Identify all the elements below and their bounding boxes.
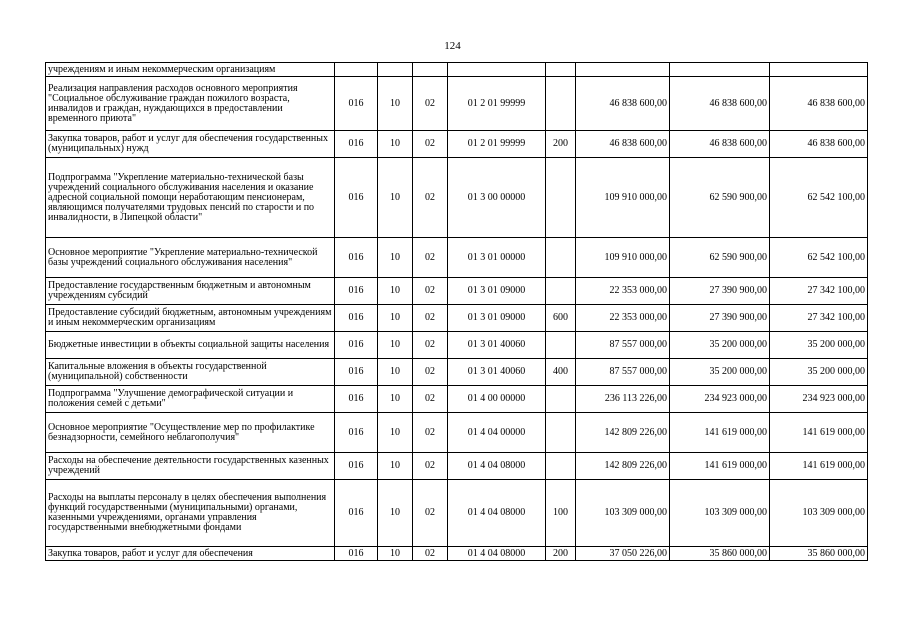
- section-code: 10: [378, 238, 413, 278]
- subsection-code: 02: [413, 480, 448, 547]
- expense-type-code: [546, 413, 576, 453]
- subsection-code: 02: [413, 453, 448, 480]
- amount-year-2: [670, 63, 770, 77]
- row-description: Закупка товаров, работ и услуг для обеспечения государственных (муниципальных) нужд: [46, 131, 335, 158]
- amount-year-3: 62 542 100,00: [770, 238, 868, 278]
- row-description: Расходы на обеспечение деятельности государственных казенных учреждений: [46, 453, 335, 480]
- amount-year-1: 46 838 600,00: [576, 77, 670, 131]
- subsection-code: 02: [413, 413, 448, 453]
- subsection-code: 02: [413, 77, 448, 131]
- section-code: 10: [378, 305, 413, 332]
- table-row: [46, 77, 868, 131]
- row-description: Предоставление государственным бюджетным и автономным учреждениям субсидий: [46, 278, 335, 305]
- amount-year-3: 62 542 100,00: [770, 158, 868, 238]
- ministry-code: 016: [335, 77, 378, 131]
- amount-year-1: [576, 63, 670, 77]
- amount-year-3: 35 200 000,00: [770, 332, 868, 359]
- expense-type-code: [546, 332, 576, 359]
- table-row: [46, 63, 868, 77]
- target-article-code: 01 4 04 08000: [448, 480, 546, 547]
- table-row: [46, 158, 868, 238]
- expense-type-code: [546, 386, 576, 413]
- row-description: Основное мероприятие "Укрепление материально-технической базы учреждений социального обслуживания населения": [46, 238, 335, 278]
- amount-year-3: 141 619 000,00: [770, 413, 868, 453]
- expense-type-code: 200: [546, 547, 576, 561]
- amount-year-2: 103 309 000,00: [670, 480, 770, 547]
- amount-year-1: 236 113 226,00: [576, 386, 670, 413]
- target-article-code: 01 3 01 40060: [448, 359, 546, 386]
- amount-year-1: 103 309 000,00: [576, 480, 670, 547]
- target-article-code: 01 3 01 09000: [448, 305, 546, 332]
- subsection-code: 02: [413, 386, 448, 413]
- section-code: 10: [378, 131, 413, 158]
- expense-type-code: 200: [546, 131, 576, 158]
- ministry-code: 016: [335, 158, 378, 238]
- amount-year-2: 35 860 000,00: [670, 547, 770, 561]
- amount-year-3: 141 619 000,00: [770, 453, 868, 480]
- target-article-code: 01 3 01 40060: [448, 332, 546, 359]
- subsection-code: 02: [413, 332, 448, 359]
- amount-year-1: 22 353 000,00: [576, 278, 670, 305]
- amount-year-3: 103 309 000,00: [770, 480, 868, 547]
- amount-year-1: 37 050 226,00: [576, 547, 670, 561]
- section-code: 10: [378, 480, 413, 547]
- amount-year-3: [770, 63, 868, 77]
- target-article-code: 01 4 04 00000: [448, 413, 546, 453]
- amount-year-1: 142 809 226,00: [576, 453, 670, 480]
- ministry-code: 016: [335, 305, 378, 332]
- row-description: учреждениям и иным некоммерческим организациям: [46, 63, 335, 77]
- row-description: Расходы на выплаты персоналу в целях обеспечения выполнения функций государственными (муниципальными) органами, казенными учреждениями, органами управления государственными внебюджетными фондами: [46, 480, 335, 547]
- row-description: Бюджетные инвестиции в объекты социальной защиты населения: [46, 332, 335, 359]
- expense-type-code: [546, 453, 576, 480]
- section-code: [378, 63, 413, 77]
- section-code: 10: [378, 332, 413, 359]
- row-description: Предоставление субсидий бюджетным, автономным учреждениям и иным некоммерческим организациям: [46, 305, 335, 332]
- target-article-code: 01 2 01 99999: [448, 77, 546, 131]
- amount-year-2: 27 390 900,00: [670, 305, 770, 332]
- section-code: 10: [378, 453, 413, 480]
- row-description: Капитальные вложения в объекты государственной (муниципальной) собственности: [46, 359, 335, 386]
- target-article-code: 01 4 04 08000: [448, 453, 546, 480]
- subsection-code: 02: [413, 359, 448, 386]
- expense-type-code: [546, 158, 576, 238]
- ministry-code: 016: [335, 238, 378, 278]
- ministry-code: 016: [335, 413, 378, 453]
- section-code: 10: [378, 158, 413, 238]
- subsection-code: 02: [413, 278, 448, 305]
- ministry-code: 016: [335, 359, 378, 386]
- section-code: 10: [378, 77, 413, 131]
- expense-type-code: [546, 238, 576, 278]
- page-number: 124: [444, 40, 461, 52]
- amount-year-2: 62 590 900,00: [670, 158, 770, 238]
- expense-type-code: [546, 77, 576, 131]
- table-row: [46, 547, 868, 561]
- target-article-code: [448, 63, 546, 77]
- subsection-code: 02: [413, 131, 448, 158]
- amount-year-1: 46 838 600,00: [576, 131, 670, 158]
- table-row: [46, 413, 868, 453]
- amount-year-1: 109 910 000,00: [576, 238, 670, 278]
- amount-year-3: 234 923 000,00: [770, 386, 868, 413]
- budget-table: [45, 62, 868, 561]
- expense-type-code: 400: [546, 359, 576, 386]
- row-description: Подпрограмма "Укрепление материально-технической базы учреждений социального обслуживания населения и оказание адресной социальной помощи неработающим пенсионерам, являющимся получателями трудовых пенсий по старости и по инвалидности, в Липецкой области": [46, 158, 335, 238]
- amount-year-2: 46 838 600,00: [670, 131, 770, 158]
- table-row: [46, 131, 868, 158]
- row-description: Реализация направления расходов основного мероприятия "Социальное обслуживание граждан пожилого возраста, инвалидов и граждан, нуждающихся в предоставлении временного приюта": [46, 77, 335, 131]
- amount-year-2: 35 200 000,00: [670, 332, 770, 359]
- subsection-code: [413, 63, 448, 77]
- target-article-code: 01 3 01 09000: [448, 278, 546, 305]
- table-row: [46, 332, 868, 359]
- ministry-code: 016: [335, 332, 378, 359]
- expense-type-code: 600: [546, 305, 576, 332]
- amount-year-2: 46 838 600,00: [670, 77, 770, 131]
- subsection-code: 02: [413, 547, 448, 561]
- ministry-code: 016: [335, 386, 378, 413]
- amount-year-1: 142 809 226,00: [576, 413, 670, 453]
- ministry-code: 016: [335, 131, 378, 158]
- amount-year-3: 46 838 600,00: [770, 131, 868, 158]
- subsection-code: 02: [413, 305, 448, 332]
- row-description: Закупка товаров, работ и услуг для обеспечения: [46, 547, 335, 561]
- amount-year-1: 22 353 000,00: [576, 305, 670, 332]
- section-code: 10: [378, 386, 413, 413]
- target-article-code: 01 4 04 08000: [448, 547, 546, 561]
- row-description: Основное мероприятие "Осуществление мер по профилактике безнадзорности, семейного неблагополучия": [46, 413, 335, 453]
- subsection-code: 02: [413, 158, 448, 238]
- amount-year-3: 27 342 100,00: [770, 278, 868, 305]
- target-article-code: 01 3 01 00000: [448, 238, 546, 278]
- amount-year-2: 27 390 900,00: [670, 278, 770, 305]
- amount-year-1: 87 557 000,00: [576, 332, 670, 359]
- table-row: [46, 359, 868, 386]
- amount-year-2: 234 923 000,00: [670, 386, 770, 413]
- amount-year-2: 62 590 900,00: [670, 238, 770, 278]
- amount-year-3: 27 342 100,00: [770, 305, 868, 332]
- table-row: [46, 386, 868, 413]
- table-row: [46, 305, 868, 332]
- subsection-code: 02: [413, 238, 448, 278]
- amount-year-1: 87 557 000,00: [576, 359, 670, 386]
- amount-year-1: 109 910 000,00: [576, 158, 670, 238]
- row-description: Подпрограмма "Улучшение демографической ситуации и положения семей с детьми": [46, 386, 335, 413]
- table-row: [46, 278, 868, 305]
- amount-year-3: 46 838 600,00: [770, 77, 868, 131]
- ministry-code: 016: [335, 480, 378, 547]
- section-code: 10: [378, 278, 413, 305]
- amount-year-3: 35 200 000,00: [770, 359, 868, 386]
- section-code: 10: [378, 413, 413, 453]
- target-article-code: 01 2 01 99999: [448, 131, 546, 158]
- expense-type-code: [546, 278, 576, 305]
- amount-year-2: 35 200 000,00: [670, 359, 770, 386]
- amount-year-3: 35 860 000,00: [770, 547, 868, 561]
- ministry-code: 016: [335, 453, 378, 480]
- table-row: [46, 238, 868, 278]
- expense-type-code: [546, 63, 576, 77]
- target-article-code: 01 3 00 00000: [448, 158, 546, 238]
- ministry-code: 016: [335, 547, 378, 561]
- amount-year-2: 141 619 000,00: [670, 413, 770, 453]
- section-code: 10: [378, 547, 413, 561]
- expense-type-code: 100: [546, 480, 576, 547]
- table-row: [46, 480, 868, 547]
- target-article-code: 01 4 00 00000: [448, 386, 546, 413]
- section-code: 10: [378, 359, 413, 386]
- table-row: [46, 453, 868, 480]
- ministry-code: 016: [335, 278, 378, 305]
- ministry-code: [335, 63, 378, 77]
- amount-year-2: 141 619 000,00: [670, 453, 770, 480]
